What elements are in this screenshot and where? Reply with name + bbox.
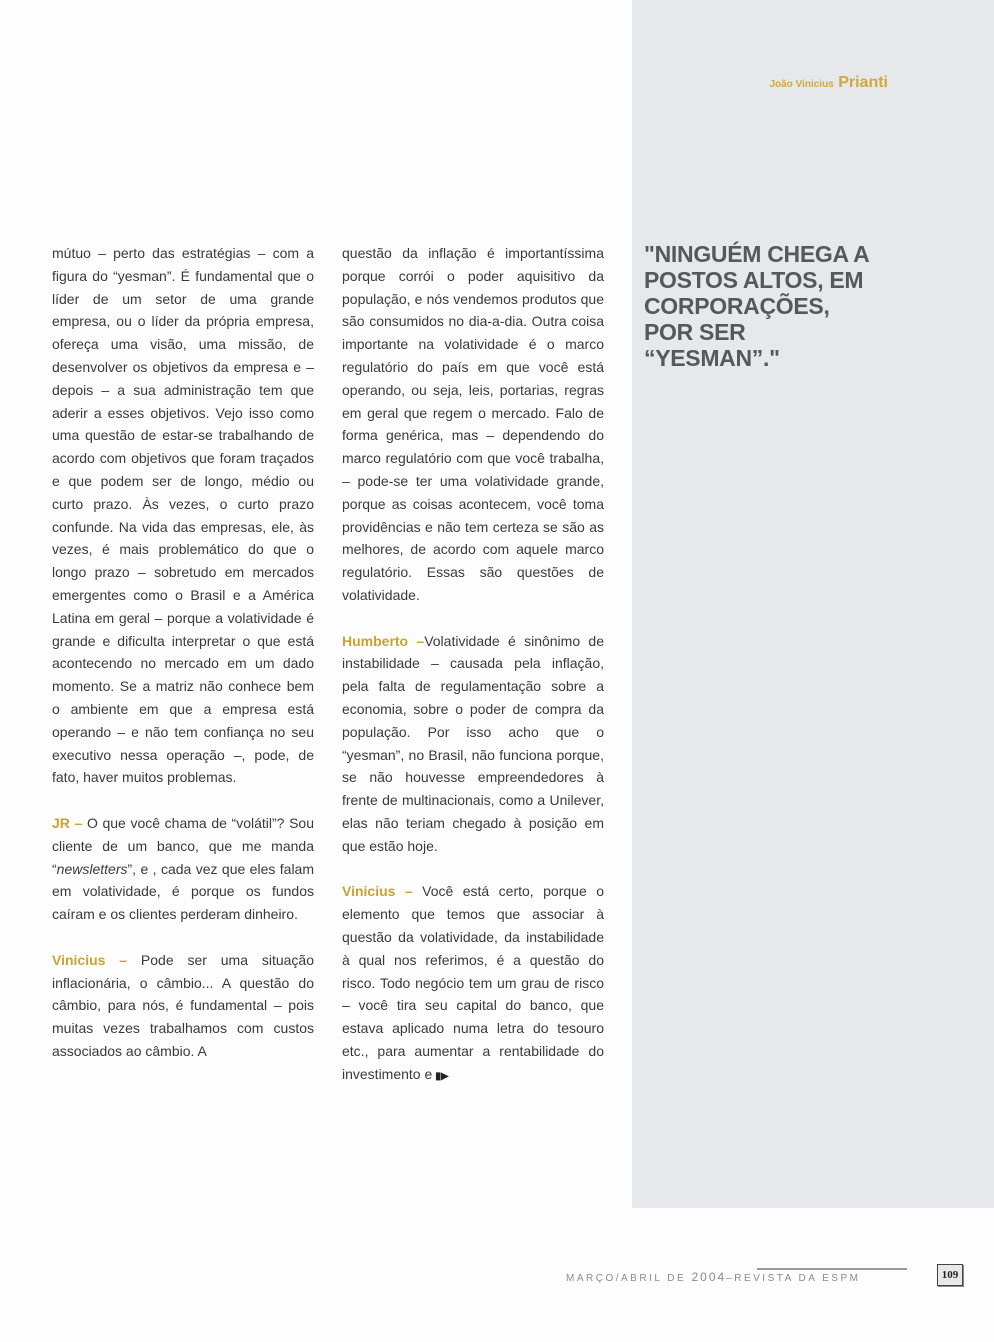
- paragraph: mútuo – perto das estratégias – com a figura do “yesman”. É fundamental que o líder de um setor de uma grande empresa, ou o líder da própria empresa, ofereça uma visão, uma missão, de desenvolver os objetivos da empresa e – depois – a sua administração tem que aderir a esses objetivos. Vejo isso como uma questão de estar-se trabalhando de acordo com objetivos que foram traçados e que podem ser de longo, médio ou curto prazo. Às vezes, o curto prazo confunde. Na vida das empresas, ele, às vezes, é mais problemático do que o longo prazo – sobretudo em mercados emergentes como o Brasil e a América Latina em geral – porque a volatividade é grande e dificulta interpretar o que está acontecendo no mercado em um dado momento. Se a matriz não conhece bem o ambiente em que a empresa está operando – e não tem confiança no seu executivo nessa operação –, pode, de fato, haver muitos problemas.: [52, 245, 314, 786]
- author-header: [769, 74, 888, 92]
- paragraph-text: Volatividade é sinônimo de instabilidade – causada pela inflação, pela falta de regulamentação sobre a economia, sobre o poder de compra da população. Por isso acho que o “yesman”, no Brasil, não funciona porque, se não houvesse empreendedores à frente de multinacionais, como a Unilever, elas não teriam chegado à posição em que estão hoje.: [342, 632, 604, 854]
- footer-year: 2004: [691, 1270, 727, 1284]
- paragraph: [52, 949, 314, 1063]
- paragraph-text: O que você chama de “volátil”? Sou cliente de um banco, que me manda “: [52, 814, 314, 877]
- paragraph-text: ”, e , cada vez que eles falam em volatividade, é porque os fundos caíram e os clientes perderam dinheiro.: [52, 860, 314, 923]
- italic-term: newsletters: [56, 860, 128, 877]
- footer-journal: –REVISTA DA ESPM: [726, 1273, 861, 1284]
- page-number: 109: [937, 1264, 963, 1286]
- footer-month: MARÇO/ABRIL DE: [566, 1273, 692, 1284]
- author-last-name: Prianti: [838, 74, 888, 91]
- speaker-label: Humberto –: [342, 632, 425, 649]
- speaker-label: Vinicius –: [342, 883, 413, 900]
- pull-quote: "NINGUÉM CHEGA A POSTOS ALTOS, EM CORPORAÇÕES, POR SER “YESMAN”.": [644, 241, 869, 371]
- footer-line: [566, 1270, 860, 1284]
- author-first-name: João Vinicius: [769, 79, 834, 90]
- paragraph: [342, 630, 604, 858]
- paragraph: [52, 812, 314, 926]
- text-column-right: [342, 242, 604, 1088]
- sidebar-panel: [632, 0, 994, 1208]
- paragraph: [342, 880, 604, 1088]
- text-column-left: [52, 242, 314, 1063]
- speaker-label: Vinicius –: [52, 951, 128, 968]
- paragraph: questão da inflação é importantíssima porque corrói o poder aquisitivo da população, e nós vendemos produtos que são consumidos no dia-a-dia. Outra coisa importante na volatividade é o marco regulatório do país em que você está operando, ou seja, leis, portarias, regras em geral que regem o mercado. Falo de forma genérica, mas – dependendo do marco regulatório com que você trabalha, – pode-se ter uma volatividade grande, porque as coisas acontecem, você toma providências e não tem certeza se são as melhores, de acordo com aquele marco regulatório. Essas são questões de volatividade.: [342, 245, 604, 603]
- paragraph-text: Pode ser uma situação inflacionária, o câmbio... A questão do câmbio, para nós, é fundamental – pois muitas vezes trabalhamos com custos associados ao câmbio. A: [52, 951, 314, 1059]
- paragraph-text: Você está certo, porque o elemento que temos que associar à questão da volatividade, da instabilidade à qual nos referimos, é a questão do risco. Todo negócio tem um grau de risco – você tira seu capital do banco, que estava aplicado numa letra do tesouro etc., para aumentar a rentabilidade do investimento e: [342, 883, 604, 1082]
- speaker-label: JR –: [52, 814, 83, 831]
- continue-marker-icon: ▮▶: [435, 1070, 449, 1082]
